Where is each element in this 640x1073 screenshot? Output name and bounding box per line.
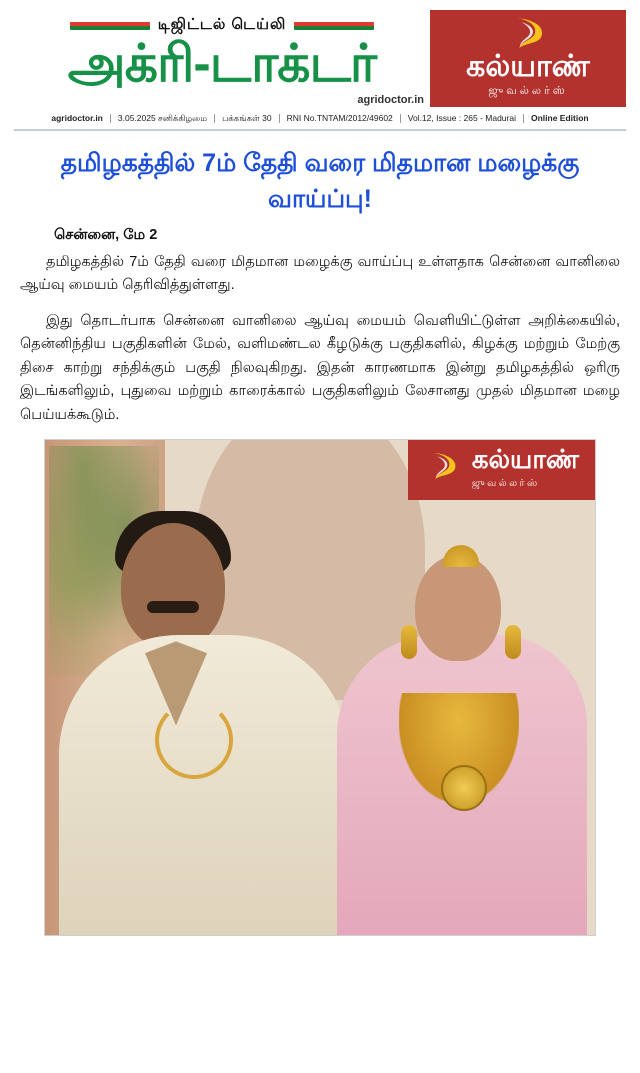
sponsor-logo-block[interactable] <box>430 10 626 107</box>
masthead-website: agridoctor.in <box>357 93 424 106</box>
masthead-kicker: டிஜிட்டல் டெய்லி <box>157 16 287 33</box>
man-sherwani <box>59 635 349 935</box>
woman-earring-right <box>505 625 521 659</box>
article-headline: தமிழகத்தில் 7ம் தேதி வரை மிதமான மழைக்கு வாய்ப்பு! <box>60 148 580 213</box>
masthead-branding <box>14 10 430 107</box>
sponsor-subname: ஜுவல்லர்ஸ் <box>488 85 568 97</box>
info-edition: Online Edition <box>530 113 589 123</box>
info-volume: Vol.12, Issue : 265 - Madurai <box>401 114 524 123</box>
advertisement-image[interactable] <box>44 439 596 936</box>
ad-model-man <box>59 505 349 935</box>
man-head <box>121 523 225 649</box>
article-body <box>0 227 640 427</box>
ad-model-woman <box>337 515 587 935</box>
article-paragraph: இது தொடர்பாக சென்னை வானிலை ஆய்வு மையம் வெளியிட்டுள்ள அறிக்கையில், தென்னிந்திய பகுதிகளின் மேல், வளிமண்டல கீழடுக்கு பகுதிகளில், கிழக்கு மற்றும் மேற்கு திசை காற்று சந்திக்கும் பகுதி நிலவுகிறது. இதன் காரணமாக இன்று தமிழகத்தில் ஒரிரு இடங்களிலும், புதுவை மற்றும் காரைக்கால் பகுதிகளிலும் லேசானது முதல் மிதமான மழை பெய்யக்கூடும். <box>20 312 620 423</box>
woman-head <box>415 555 501 661</box>
kicker-rule-left-icon <box>70 22 150 30</box>
page-title: அக்ரி-டாக்டர் <box>67 35 377 93</box>
woman-earring-left <box>401 625 417 659</box>
man-mustache <box>147 601 199 613</box>
masthead <box>0 0 640 107</box>
sponsor-name: கல்யாண் <box>466 50 590 83</box>
kalyan-k-icon <box>511 16 545 50</box>
kicker-rule-right-icon <box>294 22 374 30</box>
kalyan-k-icon <box>428 451 462 485</box>
ad-sponsor-logo[interactable] <box>408 440 595 500</box>
info-rni: RNI No.TNTAM/2012/49602 <box>280 114 401 123</box>
info-website: agridoctor.in <box>44 114 110 123</box>
masthead-kicker-row <box>14 16 430 35</box>
article-dateline: சென்னை, மே 2 <box>54 227 158 243</box>
ad-brand-name: கல்யாண் <box>471 444 579 475</box>
info-pages: பக்கங்கள் 30 <box>215 114 280 123</box>
issue-info-strip <box>14 107 626 131</box>
article-paragraph: தமிழகத்தில் 7ம் தேதி வரை மிதமான மழைக்கு வாய்ப்பு உள்ளதாக சென்னை வானிலை ஆய்வு மையம் தெரிவித்துள்ளது. <box>20 254 620 294</box>
man-gold-chain <box>155 701 233 779</box>
info-date: 3.05.2025 சனிக்கிழமை <box>111 114 215 123</box>
woman-maang-tikka <box>443 545 479 567</box>
ad-brand-subname: ஜுவல்லர்ஸ் <box>471 478 540 490</box>
